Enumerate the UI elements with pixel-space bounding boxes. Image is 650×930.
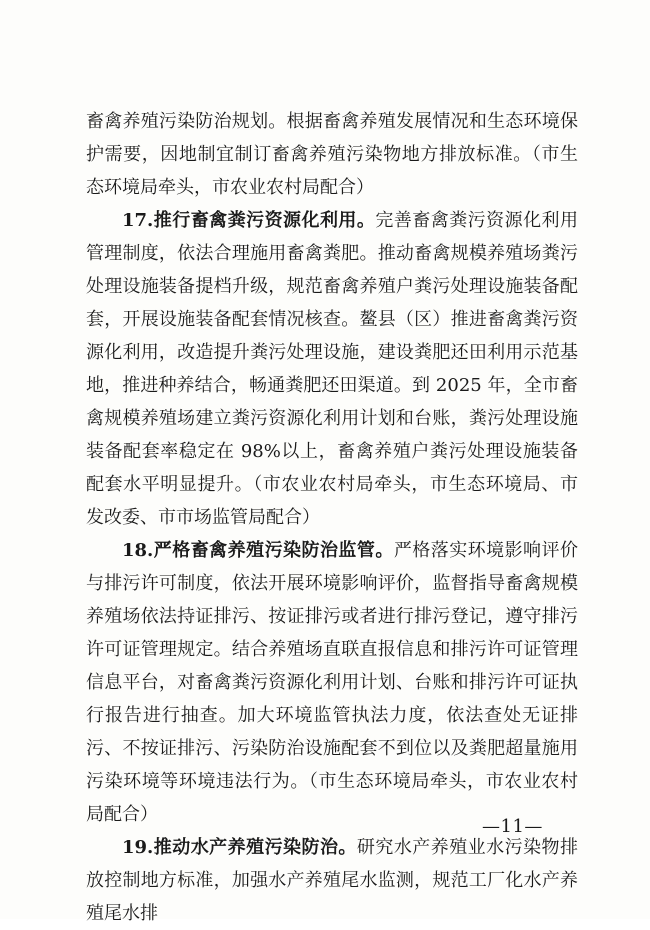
paragraph-item-19 — [86, 831, 578, 930]
paragraph-body: 研究水产养殖业水污染物排放控制地方标准，加强水产养殖尾水监测，规范工厂化水产养殖尾水排 — [86, 837, 578, 924]
paragraph-continuation — [86, 105, 578, 204]
paragraph-body: 畜禽养殖污染防治规划。根据畜禽养殖发展情况和生态环境保护需要，因地制宜制订畜禽养殖污染物地方排放标准。（市生态环境局牵头，市农业农村局配合） — [86, 111, 578, 198]
paragraph-body: 严格落实环境影响评价与排污许可制度，依法开展环境影响评价，监督指导畜禽规模养殖场依法持证排污、按证排污或者进行排污登记，遵守排污许可证管理规定。结合养殖场直联直报信息和排污许可证管理信息平台，对畜禽粪污资源化利用计划、台账和排污许可证执行报告进行抽查。加大环境监管执法力度，依法查处无证排污、不按证排污、污染防治设施配套不到位以及粪肥超量施用污染环境等环境违法行为。（市生态环境局牵头，市农业农村局配合） — [86, 540, 578, 825]
page-number: —11— — [482, 816, 543, 837]
paragraph-body: 完善畜禽粪污资源化利用管理制度，依法合理施用畜禽粪肥。推动畜禽规模养殖场粪污处理设施装备提档升级，规范畜禽养殖户粪污处理设施装备配套，开展设施装备配套情况核查。鳌县（区）推进畜禽粪污资源化利用，改造提升粪污处理设施，建设粪肥还田利用示范基地，推进种养结合，畅通粪肥还田渠道。到 2025 年，全市畜禽规模养殖场建立粪污资源化利用计划和台账，粪污处理设施装备配套率稳定在 98%以上，畜禽养殖户粪污处理设施装备配套水平明显提升。（市农业农村局牵头，市生态环境局、市发改委、市市场监管局配合） — [86, 210, 578, 528]
paragraph-heading: 19.推动水产养殖污染防治。 — [122, 837, 357, 858]
paragraph-heading: 18.严格畜禽养殖污染防治监管。 — [122, 540, 394, 561]
paragraph-item-17 — [86, 204, 578, 534]
document-body — [86, 105, 578, 930]
paragraph-item-18 — [86, 534, 578, 831]
paragraph-heading: 17.推行畜禽粪污资源化利用。 — [122, 210, 376, 231]
